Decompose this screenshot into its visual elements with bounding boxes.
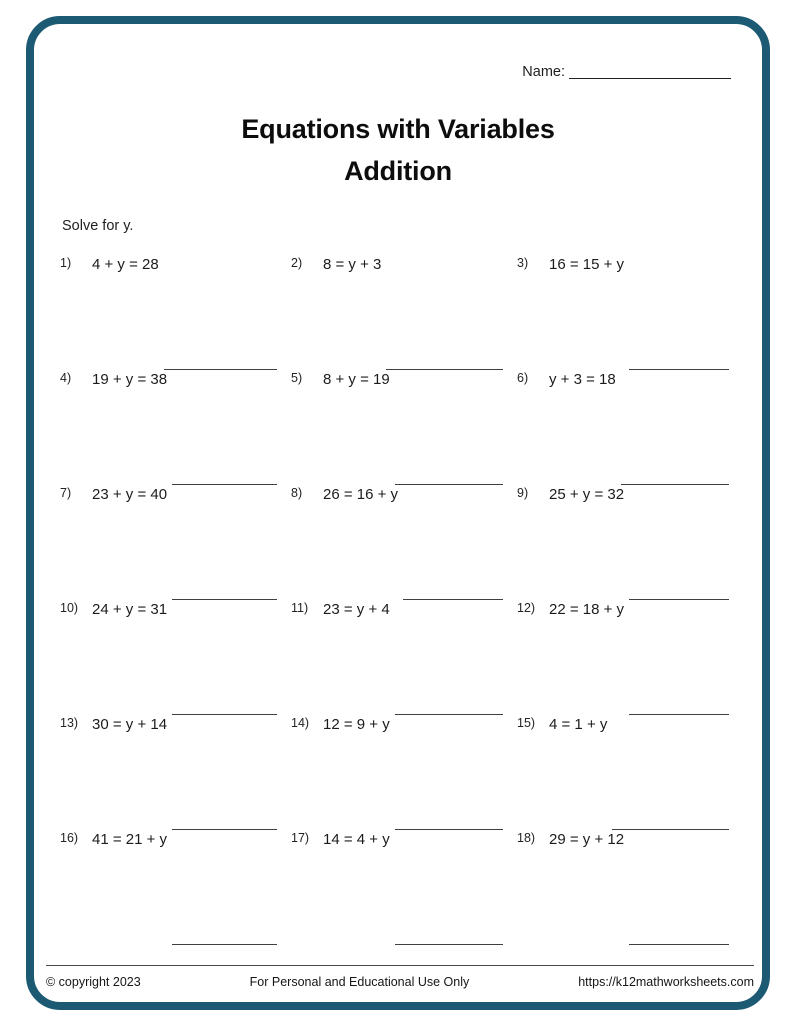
problem (291, 255, 503, 370)
problem-number: 14) (291, 716, 310, 730)
problem-equation: 41 = 21 + y (92, 831, 168, 848)
problem-number: 12) (517, 601, 536, 615)
problem (60, 600, 277, 715)
problem-equation: 30 = y + 14 (92, 716, 168, 733)
problem-number: 18) (517, 831, 536, 845)
problem (291, 715, 503, 830)
problem-equation: 29 = y + 12 (549, 831, 625, 848)
problem-equation: 4 = 1 + y (549, 716, 608, 733)
problem-number: 3) (517, 256, 529, 270)
problem-number: 7) (60, 486, 72, 500)
problem-equation: 8 + y = 19 (323, 371, 390, 388)
problem (517, 600, 729, 715)
problem-equation: 26 = 16 + y (323, 486, 399, 503)
answer-line (172, 944, 277, 945)
problem-number: 11) (291, 601, 309, 615)
problem (517, 370, 729, 485)
problem-equation: 12 = 9 + y (323, 716, 390, 733)
problem-number: 6) (517, 371, 529, 385)
problem (517, 715, 729, 830)
instructions-text: Solve for y. (62, 218, 134, 234)
problem-number: 10) (60, 601, 79, 615)
problem-number: 8) (291, 486, 303, 500)
worksheet-page (26, 16, 770, 1010)
problem-number: 1) (60, 256, 72, 270)
problem (60, 830, 277, 945)
footer-copyright: © copyright 2023 (46, 975, 141, 989)
problem-number: 2) (291, 256, 303, 270)
problem-equation: 16 = 15 + y (549, 256, 625, 273)
problem (60, 485, 277, 600)
name-label: Name: (522, 64, 565, 80)
problem-number: 17) (291, 831, 310, 845)
name-fill-line (569, 64, 731, 79)
problem-equation: 23 = y + 4 (323, 601, 390, 618)
problem (517, 830, 729, 945)
problem (291, 600, 503, 715)
problem-equation: 8 = y + 3 (323, 256, 382, 273)
problem-equation: 23 + y = 40 (92, 486, 168, 503)
title-line-1: Equations with Variables (241, 114, 555, 144)
problem-number: 15) (517, 716, 536, 730)
problem-equation: 14 = 4 + y (323, 831, 390, 848)
problem-equation: 19 + y = 38 (92, 371, 168, 388)
problem-equation: 22 = 18 + y (549, 601, 625, 618)
problem-number: 13) (60, 716, 79, 730)
problem (291, 485, 503, 600)
problem (291, 830, 503, 945)
footer (46, 965, 754, 989)
answer-line (395, 944, 503, 945)
problems-grid (60, 255, 729, 945)
problem (291, 370, 503, 485)
problem-equation: 4 + y = 28 (92, 256, 159, 273)
worksheet-title (34, 108, 762, 192)
problem-equation: 25 + y = 32 (549, 486, 625, 503)
name-row (522, 64, 731, 80)
problem (60, 370, 277, 485)
problem-number: 5) (291, 371, 303, 385)
footer-url[interactable]: https://k12mathworksheets.com (578, 975, 754, 989)
answer-line (629, 944, 729, 945)
problem-equation: y + 3 = 18 (549, 371, 616, 388)
problem-number: 4) (60, 371, 72, 385)
title-line-2: Addition (344, 156, 452, 186)
problem (517, 485, 729, 600)
problem (60, 255, 277, 370)
problem (60, 715, 277, 830)
problem-number: 16) (60, 831, 79, 845)
problem-equation: 24 + y = 31 (92, 601, 168, 618)
footer-usage: For Personal and Educational Use Only (249, 975, 470, 989)
problem-number: 9) (517, 486, 529, 500)
problem (517, 255, 729, 370)
